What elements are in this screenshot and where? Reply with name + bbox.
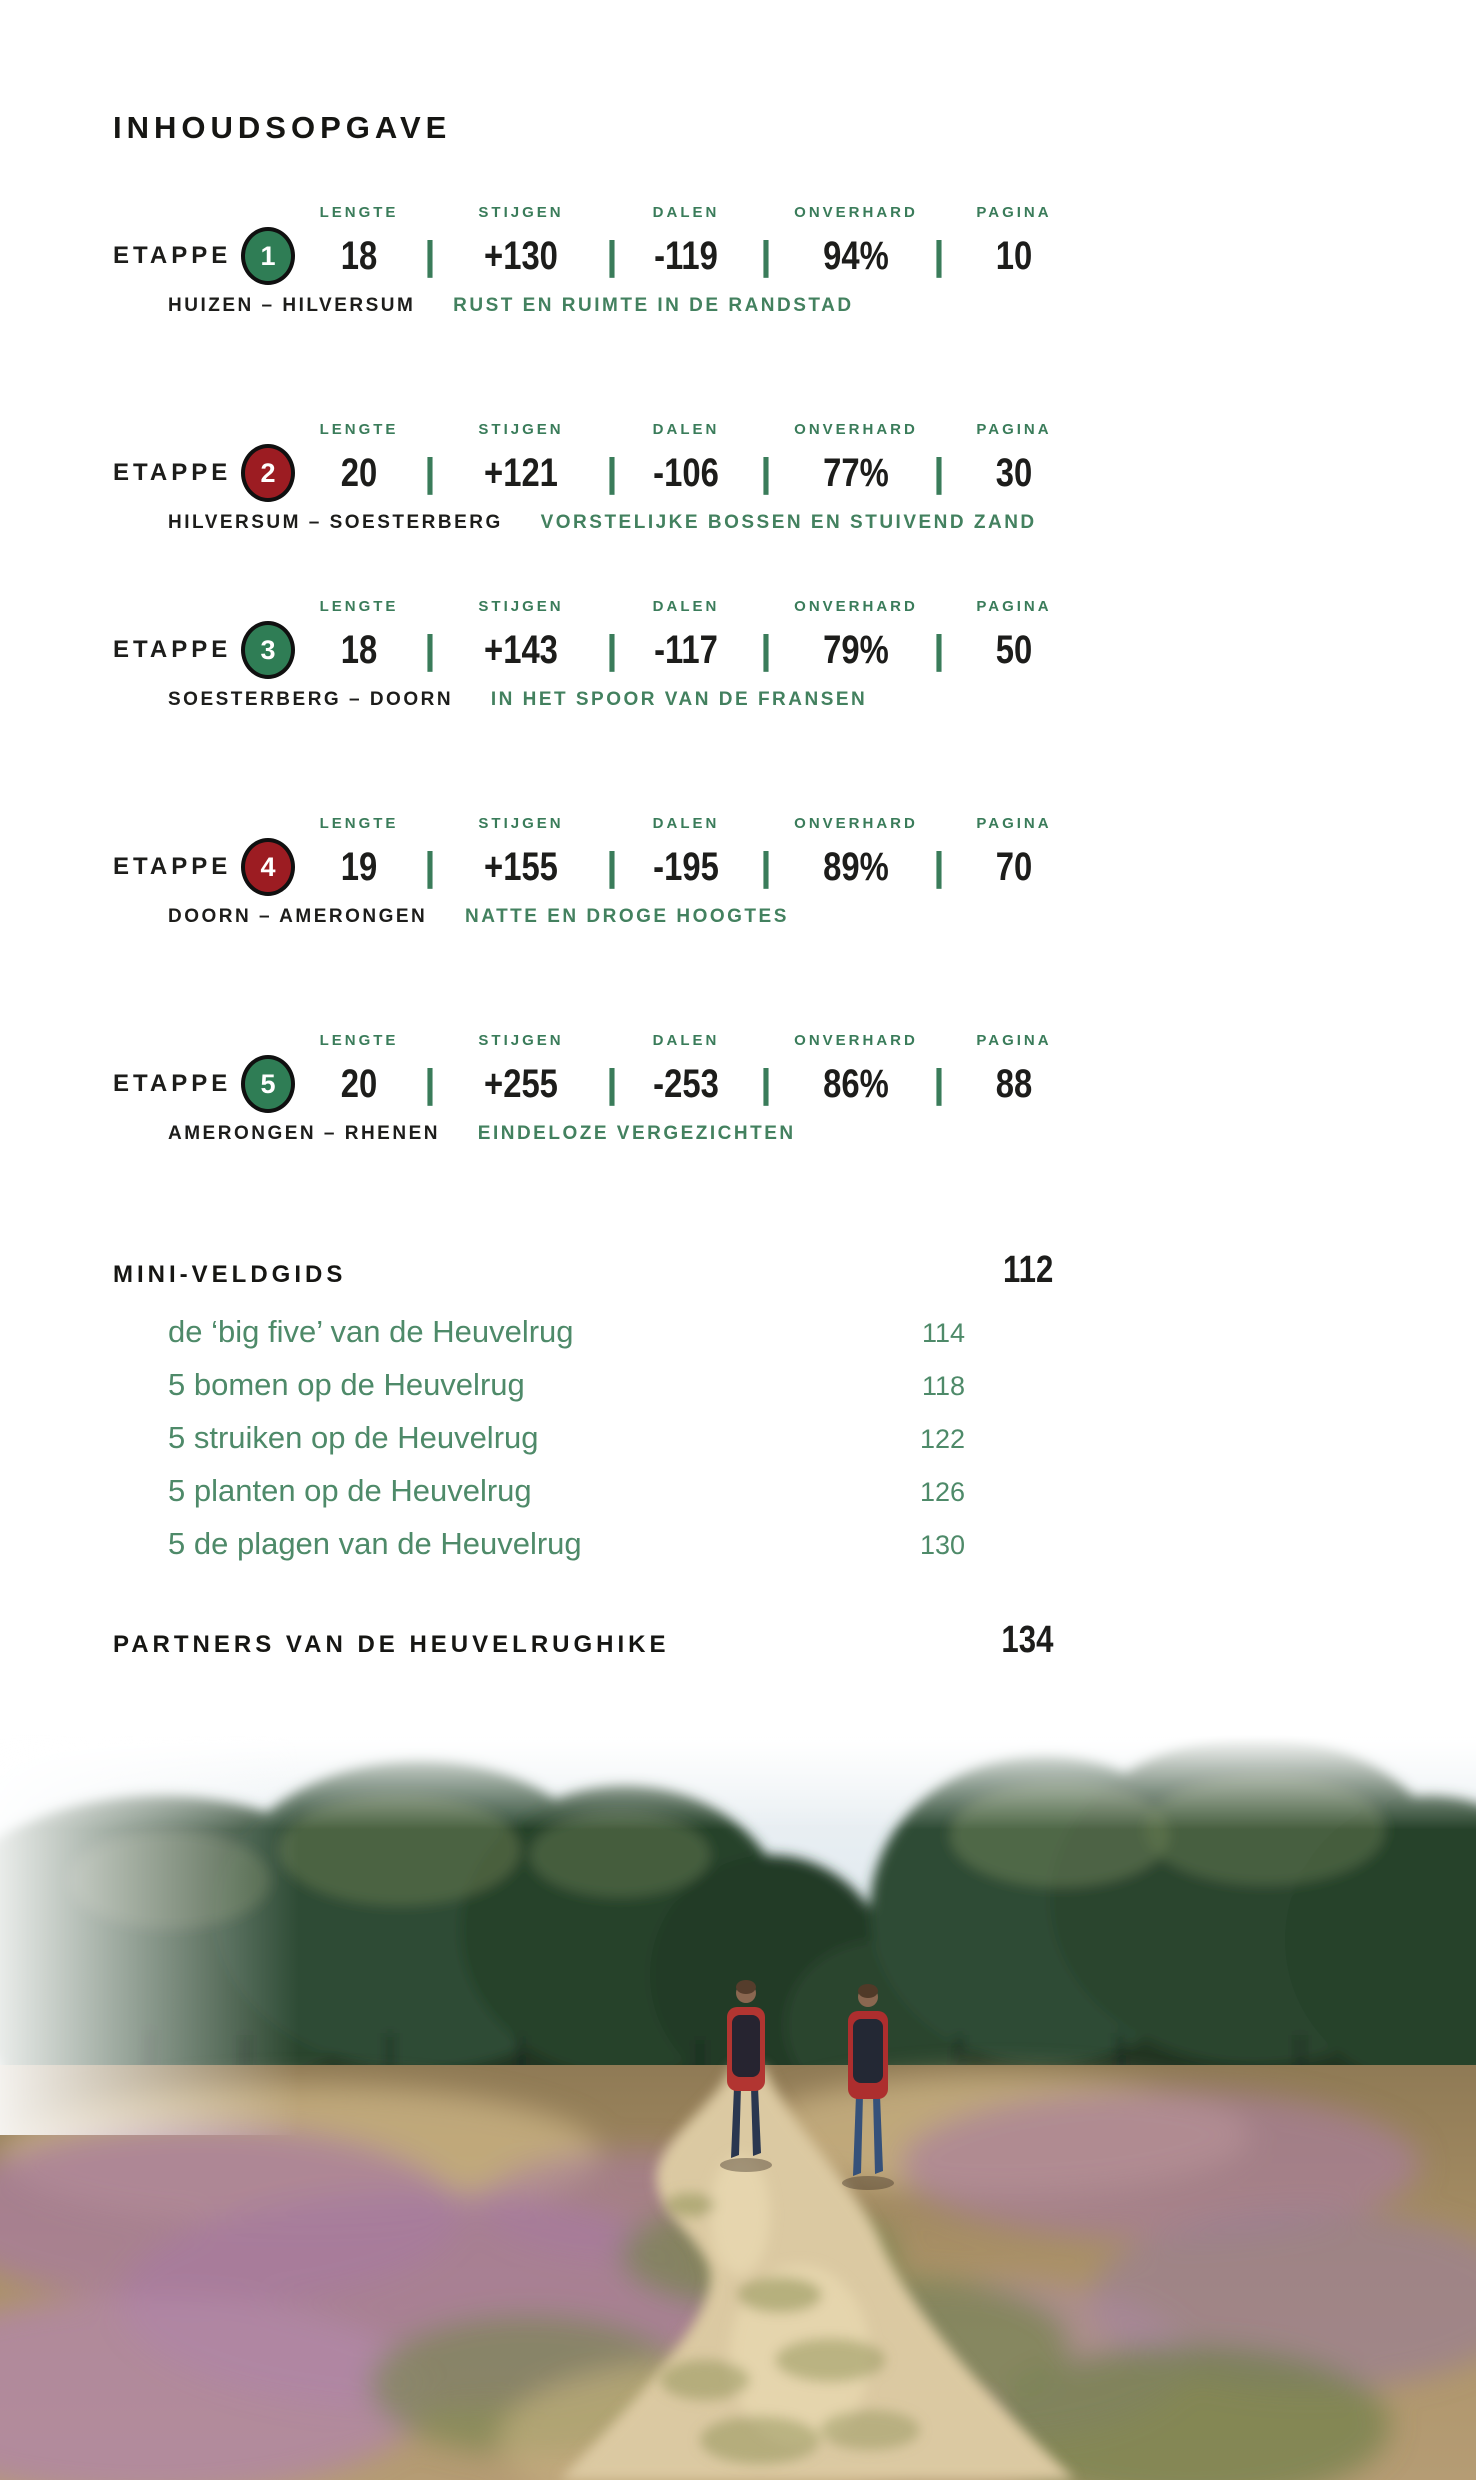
stage-unpaved-value: 77%	[823, 450, 889, 495]
list-item	[113, 1465, 1075, 1518]
stage-route: SOESTERBERG – DOORN	[168, 689, 454, 710]
etappe-label: ETAPPE	[113, 459, 232, 486]
column-separator: |	[933, 845, 945, 889]
etappe-label: ETAPPE	[113, 636, 232, 663]
list-item	[113, 1306, 1075, 1359]
column-header-onverhard: ONVERHARD	[794, 421, 918, 438]
stage-stats-row	[113, 598, 1476, 679]
partners-section	[113, 1619, 1075, 1662]
partners-page: 134	[1001, 1619, 1053, 1661]
stage-descent-value: -253	[653, 1061, 719, 1106]
column-header-dalen: DALEN	[652, 204, 720, 221]
column-header-stijgen: STIJGEN	[478, 598, 564, 615]
mini-item-label: 5 bomen op de Heuvelrug	[168, 1367, 525, 1402]
stage-number-badge: 5	[241, 1055, 295, 1113]
fade-overlay-left	[0, 1735, 300, 2135]
column-separator: |	[760, 451, 772, 495]
list-item	[113, 1359, 1075, 1412]
column-header-dalen: DALEN	[652, 1032, 720, 1049]
column-header-pagina: PAGINA	[976, 204, 1052, 221]
mini-veldgids-label: MINI-VELDGIDS	[113, 1261, 347, 1288]
stage-length-value: 19	[340, 844, 378, 889]
list-item	[113, 1412, 1075, 1465]
stage-route: AMERONGEN – RHENEN	[168, 1123, 440, 1144]
column-separator: |	[933, 451, 945, 495]
mini-veldgids-page: 112	[1002, 1249, 1053, 1291]
column-separator: |	[424, 234, 436, 278]
column-separator: |	[760, 1062, 772, 1106]
column-header-stijgen: STIJGEN	[478, 815, 564, 832]
column-header-dalen: DALEN	[652, 598, 720, 615]
stages	[0, 204, 1476, 1145]
stage-unpaved-value: 89%	[823, 844, 889, 889]
stage-description: EINDELOZE VERGEZICHTEN	[477, 1123, 796, 1144]
stage-entry	[113, 1032, 1476, 1145]
mini-item-label: 5 de plagen van de Heuvelrug	[168, 1526, 582, 1561]
column-header-lengte: LENGTE	[319, 1032, 399, 1049]
stage-description: NATTE EN DROGE HOOGTES	[465, 906, 789, 927]
partners-label: PARTNERS VAN DE HEUVELRUGHIKE	[113, 1631, 670, 1658]
mini-item-page: 126	[919, 1477, 965, 1507]
column-separator: |	[606, 451, 618, 495]
stage-subtitle	[168, 689, 1476, 711]
stage-stats-row	[113, 421, 1476, 502]
column-header-pagina: PAGINA	[976, 421, 1052, 438]
stage-page-value: 50	[995, 627, 1033, 672]
mini-veldgids-header	[113, 1249, 1075, 1292]
stage-unpaved-value: 94%	[823, 233, 889, 278]
stage-descent-value: -106	[653, 450, 719, 495]
stage-ascent-value: +143	[484, 627, 558, 672]
column-header-lengte: LENGTE	[319, 421, 399, 438]
stage-description: VORSTELIJKE BOSSEN EN STUIVEND ZAND	[540, 512, 1037, 533]
column-separator: |	[760, 234, 772, 278]
column-header-stijgen: STIJGEN	[478, 421, 564, 438]
column-separator: |	[606, 234, 618, 278]
stage-descent-value: -119	[654, 233, 718, 278]
column-separator: |	[760, 628, 772, 672]
column-separator: |	[606, 845, 618, 889]
column-separator: |	[424, 1062, 436, 1106]
column-separator: |	[933, 628, 945, 672]
stage-unpaved-value: 86%	[823, 1061, 889, 1106]
column-header-stijgen: STIJGEN	[478, 1032, 564, 1049]
etappe-label: ETAPPE	[113, 853, 232, 880]
column-separator: |	[933, 1062, 945, 1106]
column-header-lengte: LENGTE	[319, 598, 399, 615]
stage-length-value: 20	[340, 1061, 378, 1106]
mini-item-label: 5 struiken op de Heuvelrug	[168, 1420, 539, 1455]
stage-ascent-value: +121	[484, 450, 558, 495]
stage-page-value: 10	[995, 233, 1033, 278]
column-separator: |	[424, 628, 436, 672]
stage-number-badge: 4	[241, 838, 295, 896]
stage-subtitle	[168, 295, 1476, 317]
column-separator: |	[424, 845, 436, 889]
list-item	[113, 1518, 1075, 1571]
mini-item-page: 122	[919, 1424, 965, 1454]
stage-stats-row	[113, 1032, 1476, 1113]
column-header-onverhard: ONVERHARD	[794, 204, 918, 221]
column-separator: |	[424, 451, 436, 495]
stage-entry	[113, 204, 1476, 317]
stage-route: DOORN – AMERONGEN	[168, 906, 428, 927]
stage-ascent-value: +255	[484, 1061, 558, 1106]
column-header-dalen: DALEN	[652, 421, 720, 438]
column-header-lengte: LENGTE	[319, 204, 399, 221]
stage-subtitle	[168, 906, 1476, 928]
column-header-onverhard: ONVERHARD	[794, 815, 918, 832]
stage-number-badge: 1	[241, 227, 295, 285]
column-separator: |	[760, 845, 772, 889]
mini-item-page: 130	[919, 1530, 965, 1560]
stage-subtitle	[168, 512, 1476, 534]
mini-item-page: 114	[921, 1318, 965, 1348]
stage-descent-value: -195	[653, 844, 719, 889]
column-header-stijgen: STIJGEN	[478, 204, 564, 221]
column-header-onverhard: ONVERHARD	[794, 1032, 918, 1049]
etappe-label: ETAPPE	[113, 242, 232, 269]
stage-length-value: 20	[340, 450, 378, 495]
stage-route: HUIZEN – HILVERSUM	[168, 295, 416, 316]
stage-page-value: 70	[995, 844, 1033, 889]
stage-stats-row	[113, 815, 1476, 896]
stage-subtitle	[168, 1123, 1476, 1145]
stage-stats-row	[113, 204, 1476, 285]
mini-item-page: 118	[921, 1371, 965, 1401]
stage-length-value: 18	[340, 627, 378, 672]
stage-entry	[113, 421, 1476, 534]
stage-description: IN HET SPOOR VAN DE FRANSEN	[490, 689, 868, 710]
stage-descent-value: -117	[654, 627, 718, 672]
stage-ascent-value: +130	[484, 233, 558, 278]
column-separator: |	[606, 628, 618, 672]
column-separator: |	[933, 234, 945, 278]
column-header-pagina: PAGINA	[976, 598, 1052, 615]
mini-item-label: de ‘big five’ van de Heuvelrug	[168, 1314, 574, 1349]
column-header-lengte: LENGTE	[319, 815, 399, 832]
stage-number-badge: 2	[241, 444, 295, 502]
mini-veldgids-section	[113, 1249, 1075, 1571]
stage-description: RUST EN RUIMTE IN DE RANDSTAD	[453, 295, 854, 316]
stage-entry	[113, 815, 1476, 928]
mini-item-label: 5 planten op de Heuvelrug	[168, 1473, 532, 1508]
stage-page-value: 88	[995, 1061, 1033, 1106]
mini-veldgids-items	[113, 1306, 1075, 1571]
column-header-dalen: DALEN	[652, 815, 720, 832]
heathland-photo	[0, 1735, 1476, 2480]
stage-length-value: 18	[340, 233, 378, 278]
stage-page-value: 30	[995, 450, 1033, 495]
column-header-pagina: PAGINA	[976, 815, 1052, 832]
stage-ascent-value: +155	[484, 844, 558, 889]
column-header-onverhard: ONVERHARD	[794, 598, 918, 615]
etappe-label: ETAPPE	[113, 1070, 232, 1097]
stage-number-badge: 3	[241, 621, 295, 679]
page-title: INHOUDSOPGAVE	[113, 110, 452, 145]
stage-entry	[113, 598, 1476, 711]
stage-route: HILVERSUM – SOESTERBERG	[168, 512, 503, 533]
column-separator: |	[606, 1062, 618, 1106]
stage-unpaved-value: 79%	[823, 627, 889, 672]
column-header-pagina: PAGINA	[976, 1032, 1052, 1049]
